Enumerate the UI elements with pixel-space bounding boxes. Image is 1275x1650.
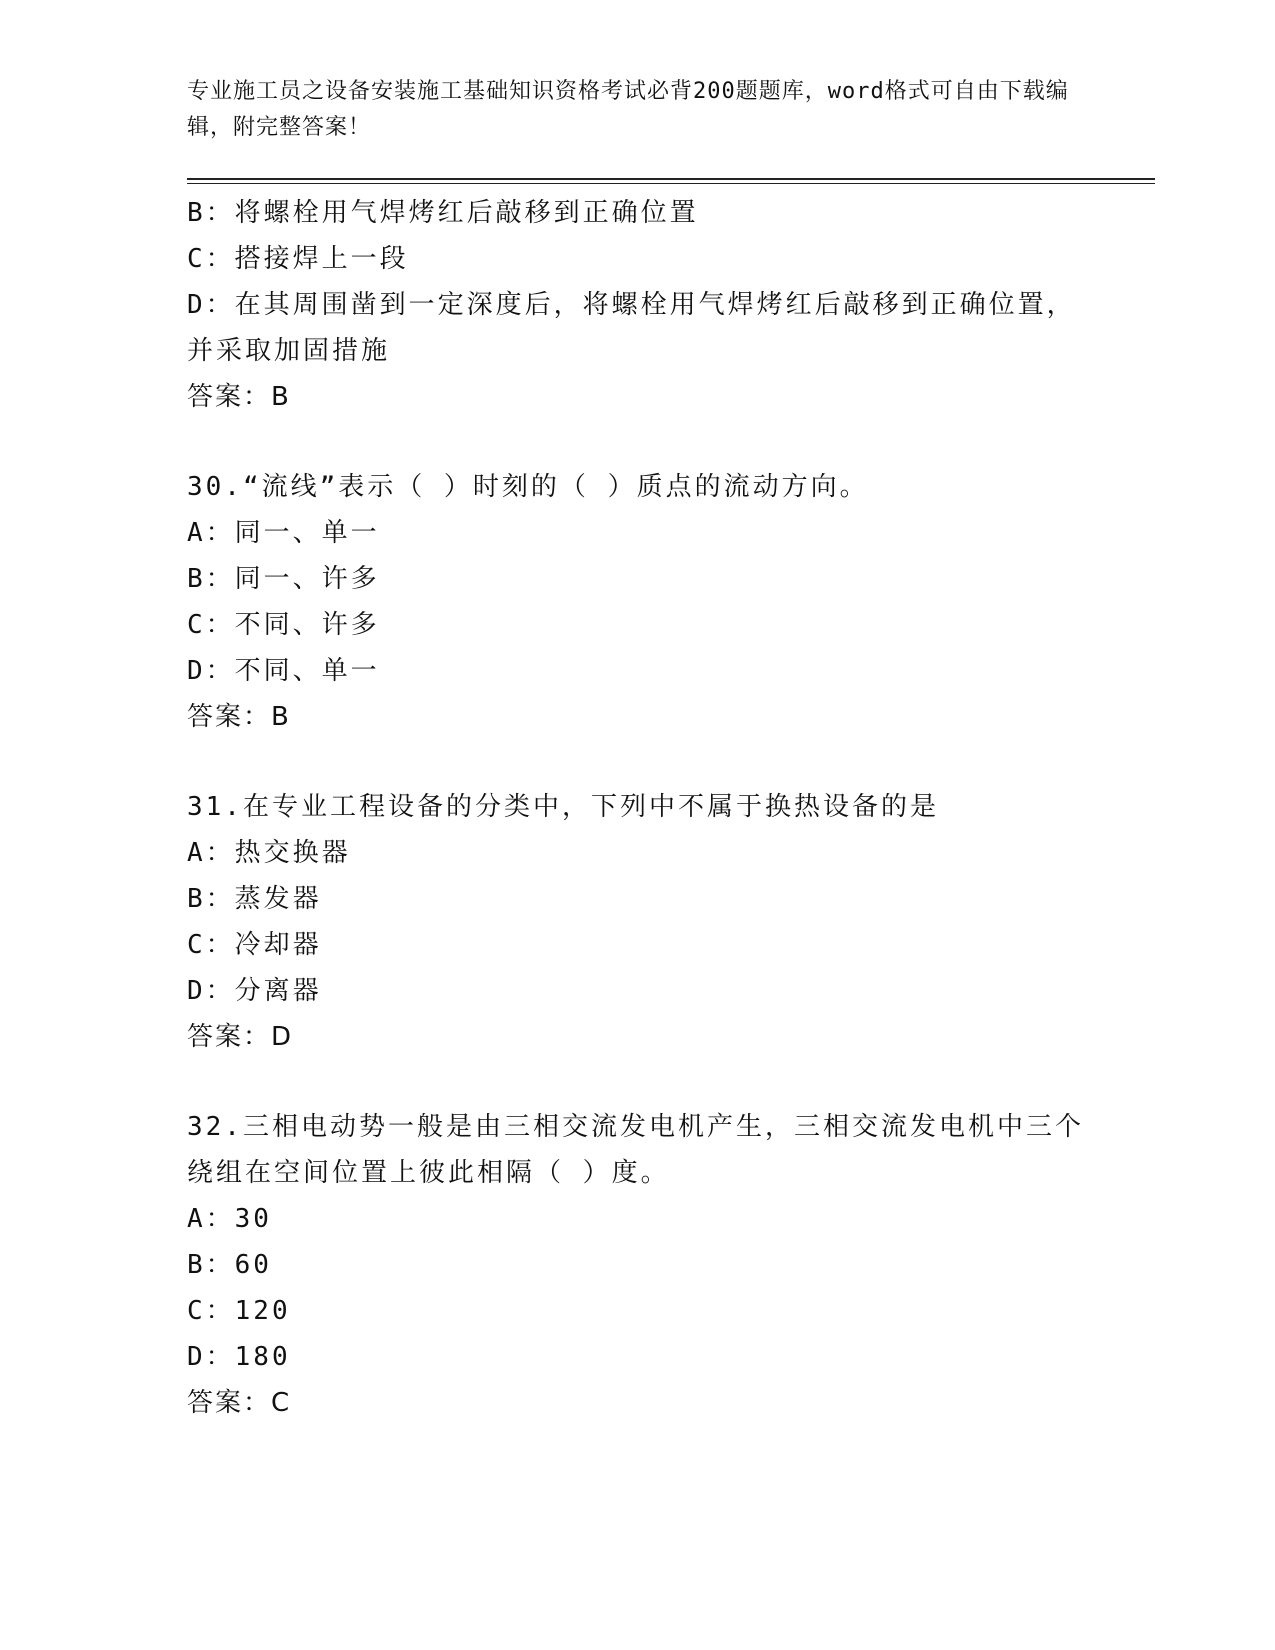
option-c: C：不同、许多	[187, 610, 380, 640]
question-block-32	[187, 1104, 1087, 1426]
question-block-30	[187, 464, 1087, 740]
answer: 答案：B	[187, 382, 291, 412]
option-b: B：同一、许多	[187, 564, 380, 594]
option-d: D：不同、单一	[187, 656, 380, 686]
option-c: C：冷却器	[187, 930, 322, 960]
option-a: A：30	[187, 1204, 272, 1234]
header-divider	[187, 178, 1155, 184]
document-header: 专业施工员之设备安装施工基础知识资格考试必背200题题库，word格式可自由下载编辑，附完整答案！	[187, 79, 1069, 140]
question-stem: 30.“流线”表示（ ）时刻的（ ）质点的流动方向。	[187, 472, 869, 502]
answer: 答案：D	[187, 1022, 294, 1052]
option-a: A：同一、单一	[187, 518, 380, 548]
option-a: A：热交换器	[187, 838, 351, 868]
option-d: D：180	[187, 1342, 291, 1372]
option-c: C：120	[187, 1296, 291, 1326]
question-block-31	[187, 784, 1087, 1060]
answer: 答案：B	[187, 702, 291, 732]
option-b: B：蒸发器	[187, 884, 322, 914]
question-stem: 31.在专业工程设备的分类中，下列中不属于换热设备的是	[187, 792, 939, 822]
document-body	[187, 190, 1087, 1470]
answer: 答案：C	[187, 1388, 292, 1418]
option-d: D：在其周围凿到一定深度后，将螺栓用气焊烤红后敲移到正确位置，并采取加固措施	[187, 290, 1076, 366]
option-b: B：60	[187, 1250, 272, 1280]
option-b: B：将螺栓用气焊烤红后敲移到正确位置	[187, 198, 699, 228]
question-stem: 32.三相电动势一般是由三相交流发电机产生，三相交流发电机中三个绕组在空间位置上彼此相隔（ ）度。	[187, 1112, 1084, 1188]
option-c: C：搭接焊上一段	[187, 244, 409, 274]
option-d: D：分离器	[187, 976, 322, 1006]
question-block-continued	[187, 190, 1087, 420]
